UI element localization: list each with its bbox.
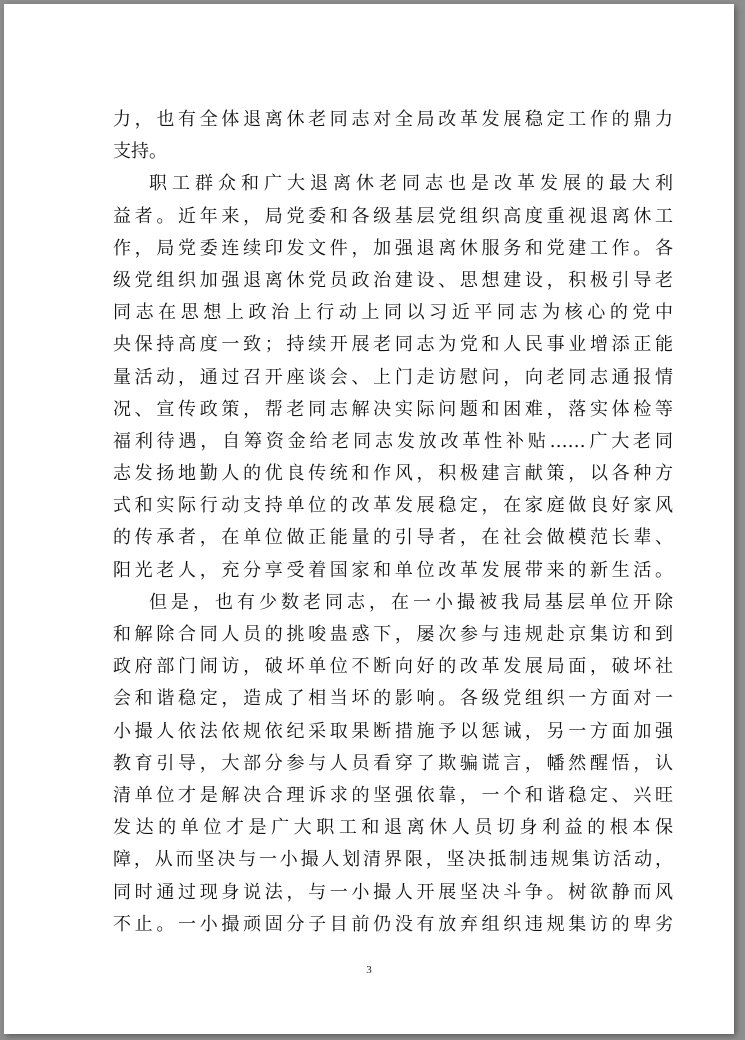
text-line: 的传承者，在单位做正能量的引导者，在社会做模范长辈、 bbox=[113, 527, 673, 549]
text-line: 况、宣传政策，帮老同志解决实际问题和困难，落实体检等 bbox=[113, 398, 673, 420]
text-line: 小撮人依法依规依纪采取果断措施予以惩诫，另一方面加强 bbox=[113, 720, 673, 742]
text-line: 力，也有全体退离休老同志对全局改革发展稳定工作的鼎力 bbox=[113, 109, 673, 130]
text-line: 发达的单位才是广大职工和退离休人员切身利益的根本保 bbox=[113, 817, 673, 839]
text-line: 益者。近年来，局党委和各级基层党组织高度重视退离休工 bbox=[113, 205, 673, 227]
document-page bbox=[4, 4, 734, 1034]
text-line: 教育引导，大部分参与人员看穿了欺骗谎言，幡然醒悟，认 bbox=[113, 752, 673, 774]
text-line: 量活动，通过召开座谈会、上门走访慰问，向老同志通报情 bbox=[113, 366, 673, 388]
page-number: 3 bbox=[366, 964, 372, 976]
paragraph-first-line: 但是，也有少数老同志，在一小撮被我局基层单位开除 bbox=[149, 591, 673, 613]
text-line: 和解除合同人员的挑唆蛊惑下，屡次参与违规赴京集访和到 bbox=[113, 624, 673, 645]
text-line: 障，从而坚决与一小撮人划清界限，坚决抵制违规集访活动， bbox=[113, 849, 673, 871]
text-line: 支持。 bbox=[113, 141, 167, 163]
text-line: 同时通过现身说法，与一小撮人开展坚决斗争。树欲静而风 bbox=[113, 881, 673, 903]
body-text bbox=[113, 104, 673, 941]
text-line: 央保持高度一致；持续开展老同志为党和人民事业增添正能 bbox=[113, 334, 673, 356]
text-line: 阳光老人，充分享受着国家和单位改革发展带来的新生活。 bbox=[113, 559, 673, 581]
text-line: 式和实际行动支持单位的改革发展稳定，在家庭做良好家风 bbox=[113, 495, 673, 517]
paragraph-first-line: 职工群众和广大退离休老同志也是改革发展的最大利 bbox=[149, 173, 673, 195]
text-line: 政府部门闹访，破坏单位不断向好的改革发展局面，破坏社 bbox=[113, 656, 673, 678]
text-line: 不止。一小撮顽固分子目前仍没有放弃组织违规集访的卑劣 bbox=[113, 913, 673, 935]
text-line: 志发扬地勤人的优良传统和作风，积极建言献策，以各种方 bbox=[113, 463, 673, 485]
text-line: 清单位才是解决合理诉求的坚强依靠，一个和谐稳定、兴旺 bbox=[113, 784, 673, 806]
text-line: 会和谐稳定，造成了相当坏的影响。各级党组织一方面对一 bbox=[113, 688, 673, 710]
text-line: 作，局党委连续印发文件，加强退离休服务和党建工作。各 bbox=[113, 237, 673, 259]
text-line: 级党组织加强退离休党员政治建设、思想建设，积极引导老 bbox=[113, 269, 673, 291]
text-line: 福利待遇，自筹资金给老同志发放改革性补贴……广大老同 bbox=[113, 430, 673, 452]
text-line: 同志在思想上政治上行动上同以习近平同志为核心的党中 bbox=[113, 302, 673, 324]
